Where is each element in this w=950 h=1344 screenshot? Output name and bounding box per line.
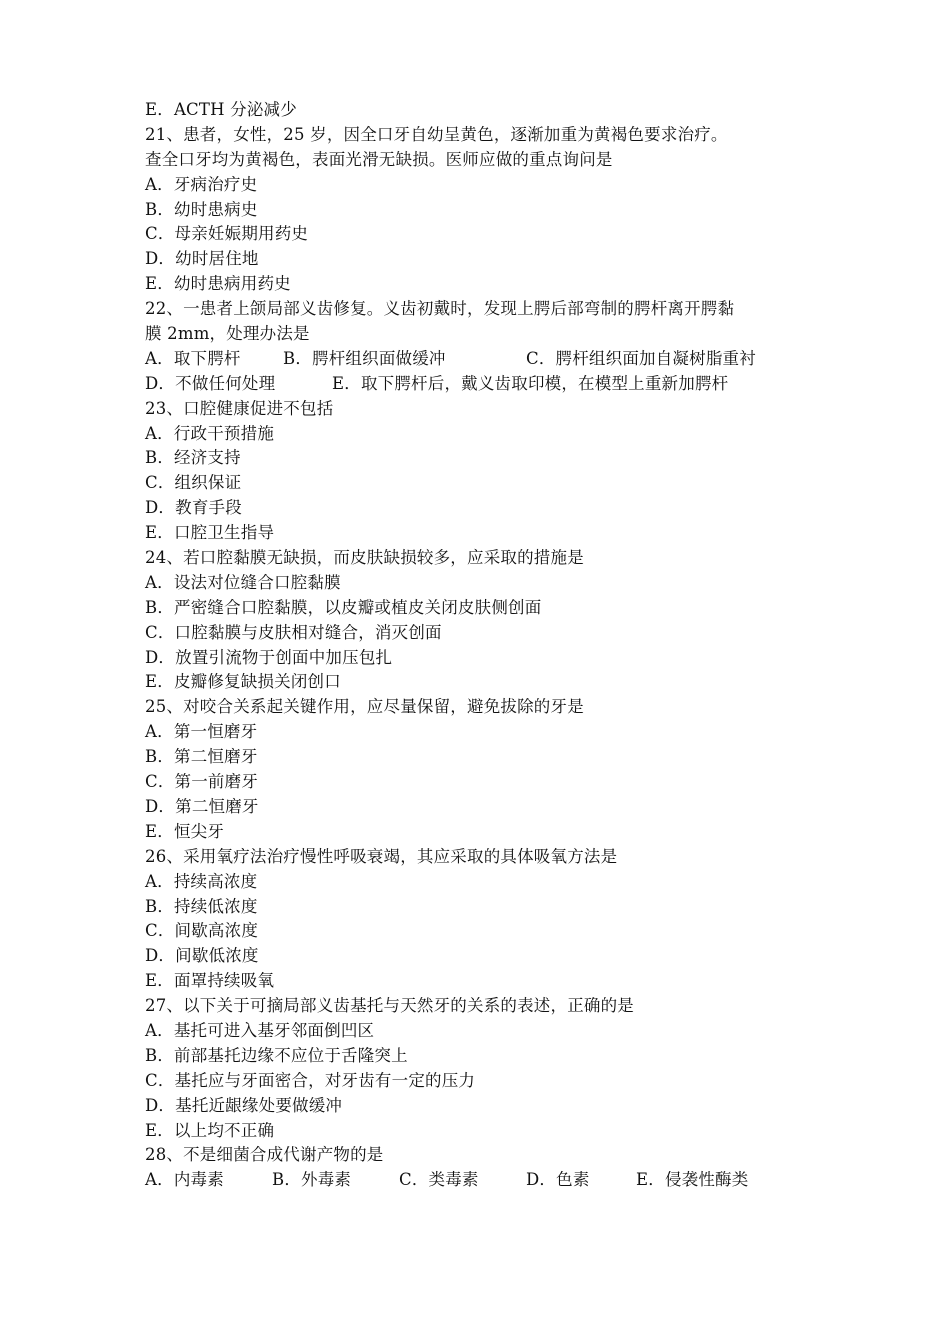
option-q22-c: C．腭杆组织面加自凝树脂重衬 [526,348,756,368]
option-line-q24-b: B．严密缝合口腔黏膜，以皮瓣或植皮关闭皮肤侧创面 [145,597,542,617]
option-line-q24-e: E．皮瓣修复缺损关闭创口 [145,672,341,692]
option-q22-d: D．不做任何处理 [145,373,276,393]
option-q28-b: B．外毒素 [272,1170,352,1190]
option-line-q26-d: D．间歇低浓度 [145,946,259,966]
question-25-stem: 25、对咬合关系起关键作用，应尽量保留，避免拔除的牙是 [145,697,584,717]
option-line-q23-b: B．经济支持 [145,448,241,468]
option-line-q27-e: E．以上均不正确 [145,1120,275,1140]
question-27-stem: 27、以下关于可摘局部义齿基托与天然牙的关系的表述，正确的是 [145,996,634,1016]
option-q22-e: E．取下腭杆后，戴义齿取印模，在模型上重新加腭杆 [332,373,729,393]
option-line-q24-d: D．放置引流物于创面中加压包扎 [145,647,393,667]
option-q28-d: D．色素 [526,1170,590,1190]
question-21-stem: 21、患者，女性，25 岁，因全口牙自幼呈黄色，逐渐加重为黄褐色要求治疗。 [145,124,728,144]
option-line-q27-c: C．基托应与牙面密合，对牙齿有一定的压力 [145,1070,476,1090]
option-line-q25-d: D．第二恒磨牙 [145,796,259,816]
option-line-q25-e: E．恒尖牙 [145,821,225,841]
option-line-q21-d: D．幼时居住地 [145,249,259,269]
option-line-q23-a: A．行政干预措施 [145,423,275,443]
option-q28-e: E．侵袭性酶类 [636,1170,749,1190]
option-line-q21-e: E．幼时患病用药史 [145,274,291,294]
option-line-q21-b: B．幼时患病史 [145,199,258,219]
option-line-q23-c: C．组织保证 [145,473,242,493]
question-28-stem: 28、不是细菌合成代谢产物的是 [145,1145,384,1165]
option-row-q22-abc [145,347,825,372]
option-line-q25-c: C．第一前磨牙 [145,772,259,792]
question-23-stem: 23、口腔健康促进不包括 [145,398,334,418]
question-22-stem-continued: 膜 2mm，处理办法是 [145,324,310,344]
option-row-q28 [145,1168,825,1193]
question-text-block [145,98,825,1193]
option-line-q23-d: D．教育手段 [145,498,242,518]
question-26-stem: 26、采用氧疗法治疗慢性呼吸衰竭，其应采取的具体吸氧方法是 [145,846,618,866]
option-q28-c: C．类毒素 [399,1170,479,1190]
option-q22-b: B．腭杆组织面做缓冲 [283,348,446,368]
option-q22-a: A．取下腭杆 [145,348,241,368]
option-line-q26-e: E．面罩持续吸氧 [145,971,275,991]
question-22-stem: 22、一患者上颌局部义齿修复。义齿初戴时，发现上腭后部弯制的腭杆离开腭黏 [145,299,735,319]
option-line-q26-c: C．间歇高浓度 [145,921,259,941]
question-21-stem-continued: 查全口牙均为黄褐色，表面光滑无缺损。医师应做的重点询问是 [145,149,613,169]
option-line-q25-b: B．第二恒磨牙 [145,747,258,767]
option-line-q26-a: A．持续高浓度 [145,871,258,891]
option-line-q21-c: C．母亲妊娠期用药史 [145,224,309,244]
option-line-q27-a: A．基托可进入基牙邻面倒凹区 [145,1020,375,1040]
question-24-stem: 24、若口腔黏膜无缺损，而皮肤缺损较多，应采取的措施是 [145,548,584,568]
option-line-q24-a: A．设法对位缝合口腔黏膜 [145,572,341,592]
option-line-q20-e: E．ACTH 分泌减少 [145,100,297,119]
option-line-q27-d: D．基托近龈缘处要做缓冲 [145,1095,343,1115]
option-q28-a: A．内毒素 [145,1170,224,1190]
option-line-q21-a: A．牙病治疗史 [145,174,258,194]
option-line-q27-b: B．前部基托边缘不应位于舌隆突上 [145,1045,408,1065]
option-line-q23-e: E．口腔卫生指导 [145,523,275,543]
option-line-q25-a: A．第一恒磨牙 [145,722,258,742]
option-line-q24-c: C．口腔黏膜与皮肤相对缝合，消灭创面 [145,622,442,642]
option-line-q26-b: B．持续低浓度 [145,896,258,916]
option-row-q22-de [145,372,825,397]
